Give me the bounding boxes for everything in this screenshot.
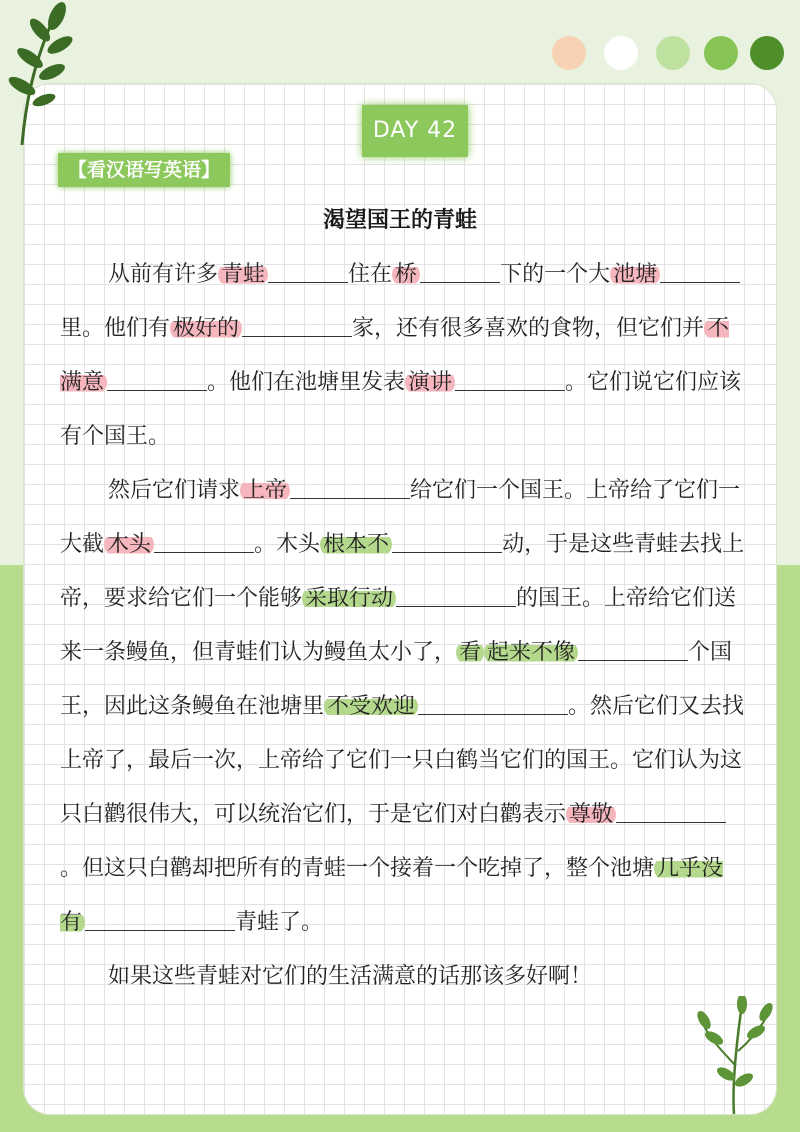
highlight-green: 看: [456, 640, 484, 665]
highlight-green: 几乎没有: [60, 856, 724, 935]
answer-blank[interactable]: [85, 900, 235, 931]
text: 动，于是这些青蛙去找上帝，要求给它们一个能够: [60, 532, 745, 611]
sprout-icon: [692, 996, 776, 1116]
answer-blank[interactable]: [392, 522, 502, 553]
highlight-pink: 极好的: [170, 316, 242, 341]
answer-blank[interactable]: [420, 252, 500, 283]
highlight-pink: 上帝: [240, 478, 290, 503]
paragraph-1: [60, 248, 746, 464]
day-label: DAY 42: [362, 105, 468, 157]
text: 下的一个大: [500, 262, 611, 287]
text: 然后它们请求: [108, 478, 241, 503]
answer-blank[interactable]: [268, 252, 348, 283]
text: 。但这只白鹳却把所有的青蛙一个接着一个吃掉了，整个池塘: [60, 856, 655, 881]
text: 里。他们有: [60, 316, 171, 341]
highlight-green: 采取行动: [302, 586, 396, 611]
answer-blank[interactable]: [455, 360, 565, 391]
deco-dot-dark-green: [750, 36, 784, 70]
deco-dot-light-green: [656, 36, 690, 70]
paragraph-2: [60, 464, 746, 950]
text: 个国王，因此这条鳗鱼在池塘里: [60, 640, 733, 719]
text: 家，还有很多喜欢的食物，但它们并: [352, 316, 705, 341]
highlight-green: 起来不像: [484, 640, 578, 665]
text: 住在: [348, 262, 393, 287]
text: 。他们在池塘里发表: [207, 370, 406, 395]
answer-blank[interactable]: [660, 252, 740, 283]
text: 给它们一个国王。上帝给了它们一大截: [60, 478, 741, 557]
highlight-pink: 演讲: [405, 370, 455, 395]
answer-blank[interactable]: [154, 522, 254, 553]
text: 。然后它们又去找上帝了，最后一次，上帝给了它们一只白鹤当它们的国王。它们认为这只白鹳很伟大，可以统治它们，于是它们对白鹳表示: [60, 694, 745, 827]
paragraph-3: 如果这些青蛙对它们的生活满意的话那该多好啊！: [108, 964, 593, 989]
story-body: [60, 248, 746, 1004]
leaf-branch-icon: [0, 0, 90, 150]
section-tag: 【看汉语写英语】: [58, 153, 230, 187]
answer-blank[interactable]: [107, 360, 207, 391]
deco-dot-green: [704, 36, 738, 70]
text: 。它们说它们应该有个国王。: [60, 370, 742, 449]
story-title: 渴望国王的青蛙: [322, 208, 477, 233]
text: 从前有许多: [108, 262, 219, 287]
highlight-green: 不受欢迎: [324, 694, 418, 719]
answer-blank[interactable]: [242, 306, 352, 337]
highlight-green: 根本不: [320, 532, 392, 557]
highlight-pink: 桥: [392, 262, 420, 287]
deco-dot-white: [604, 36, 638, 70]
answer-blank[interactable]: [578, 630, 688, 661]
highlight-pink: 青蛙: [218, 262, 268, 287]
highlight-pink: 不满意: [60, 316, 730, 395]
highlight-pink: 木头: [104, 532, 154, 557]
text: 的国王。上帝给它们送来一条鳗鱼，但青蛙们认为鳗鱼太小了，: [60, 586, 737, 665]
answer-blank[interactable]: [616, 792, 726, 823]
deco-dot-peach: [552, 36, 586, 70]
text: 青蛙了。: [235, 910, 324, 935]
text: 。木头: [254, 532, 321, 557]
highlight-pink: 池塘: [610, 262, 660, 287]
answer-blank[interactable]: [418, 684, 568, 715]
answer-blank[interactable]: [290, 468, 410, 499]
answer-blank[interactable]: [396, 576, 516, 607]
highlight-pink: 尊敬: [566, 802, 616, 827]
